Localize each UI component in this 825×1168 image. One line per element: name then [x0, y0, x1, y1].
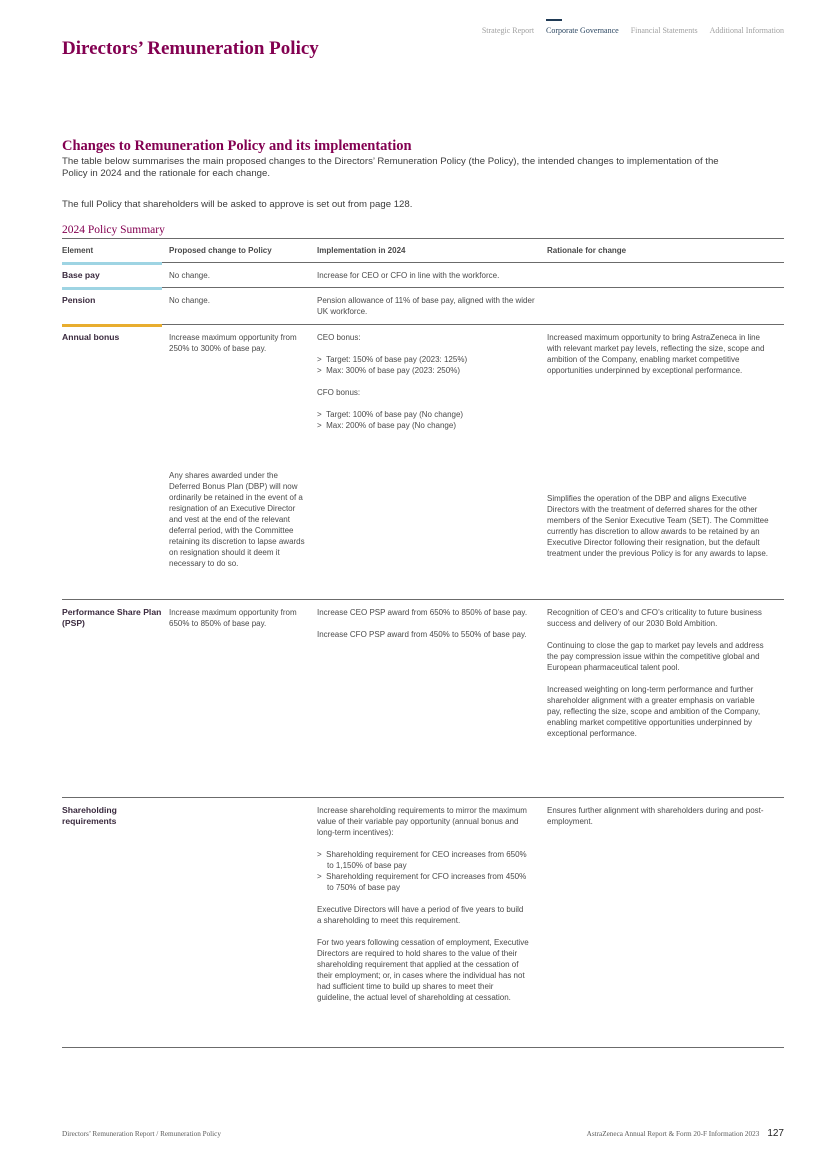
table-row-psp — [62, 600, 784, 798]
row-accent-bar — [62, 287, 162, 290]
table-row-shareholding — [62, 798, 784, 1048]
table-row-pension — [62, 288, 784, 325]
implementation-para: For two years following cessation of employment, Executive Directors are required to hold shares to the value of their shareholding requirement that applied at the cessation of their employment; or, in cases where the individual has not had sufficient time to build up shares to meet their guideline, the actual level of shareholding at cessation. — [317, 938, 529, 1002]
table-row-annual-bonus — [62, 325, 784, 600]
rationale — [547, 607, 769, 739]
cfo-bonus-label: CFO bonus: — [317, 388, 361, 397]
element-label: Annual bonus — [62, 332, 120, 342]
implementation-para: Increase CEO PSP award from 650% to 850% of base pay. — [317, 608, 528, 617]
list-item: > Target: 100% of base pay (No change) — [317, 409, 539, 420]
list-item: > Shareholding requirement for CFO increases from 450% to 750% of base pay — [317, 871, 529, 893]
cfo-bonus-list — [317, 409, 539, 431]
page-number: 127 — [767, 1128, 784, 1139]
rationale-para: Recognition of CEO’s and CFO’s criticality to future business success and delivery of our 2030 Bold Ambition. — [547, 608, 762, 628]
intro-paragraph-2: The full Policy that shareholders will be asked to approve is set out from page 128. — [62, 199, 413, 210]
implementation — [317, 607, 532, 640]
table-caption: 2024 Policy Summary — [62, 224, 165, 236]
nav-additional-information[interactable]: Additional Information — [709, 26, 784, 35]
nav-corporate-governance[interactable]: Corporate Governance — [546, 26, 619, 35]
list-item: > Target: 150% of base pay (2023: 125%) — [317, 354, 539, 365]
rationale-para: Increased weighting on long-term performance and further shareholder alignment with a greater emphasis on variable pay, reflecting the size, scope and ambition of the Company, enabling market competitive opportunities underpinned by exceptional performance. — [547, 685, 761, 738]
list-item: > Shareholding requirement for CEO increases from 650% to 1,150% of base pay — [317, 849, 529, 871]
proposed-change: No change. — [169, 271, 210, 280]
element-label: Shareholding requirements — [62, 805, 117, 826]
nav-financial-statements[interactable]: Financial Statements — [630, 26, 698, 35]
footer-breadcrumb: Directors’ Remuneration Report / Remuneration Policy — [62, 1130, 221, 1138]
rationale-para: Continuing to close the gap to market pay levels and address the pay compression issue within the competitive global and European pharmaceutical talent pool. — [547, 641, 764, 672]
implementation: Pension allowance of 11% of base pay, aligned with the wider UK workforce. — [317, 296, 535, 316]
row-accent-bar — [62, 324, 162, 327]
ceo-bonus-list — [317, 354, 539, 376]
header-rationale: Rationale for change — [547, 246, 627, 255]
proposed-change: Increase maximum opportunity from 250% to 300% of base pay. — [169, 333, 297, 353]
header-proposed-change: Proposed change to Policy — [169, 246, 272, 255]
element-label: Pension — [62, 295, 96, 305]
list-item: > Max: 300% of base pay (2023: 250%) — [317, 365, 539, 376]
section-title: Changes to Remuneration Policy and its implementation — [62, 138, 412, 154]
list-item: > Max: 200% of base pay (No change) — [317, 420, 539, 431]
table-header — [62, 239, 784, 263]
nav-strategic-report[interactable]: Strategic Report — [481, 26, 535, 35]
element-label: Performance Share Plan (PSP) — [62, 607, 162, 628]
row-accent-bar — [62, 262, 162, 265]
rationale: Ensures further alignment with shareholders during and post-employment. — [547, 806, 764, 826]
implementation — [317, 332, 539, 442]
proposed-change-2: Any shares awarded under the Deferred Bonus Plan (DBP) will now ordinarily be retained in the event of a resignation of an Executive Director and vest at the end of the relevant deferral period, with the Committee retaining its discretion to lapse awards on resignation should it deem it necessary to do so. — [169, 471, 305, 568]
implementation: Increase for CEO or CFO in line with the workforce. — [317, 271, 500, 280]
page-title: Directors’ Remuneration Policy — [62, 38, 319, 59]
header-implementation: Implementation in 2024 — [317, 246, 406, 255]
publication-title: AstraZeneca Annual Report & Form 20-F Information 2023 — [586, 1130, 760, 1138]
table-row-base-pay — [62, 263, 784, 288]
proposed-change: No change. — [169, 296, 210, 305]
intro-paragraph: The table below summarises the main proposed changes to the Directors’ Remuneration Policy (the Policy), the intended changes to implementation of the Policy in 2024 and the rationale for each change. — [62, 156, 719, 179]
element-label: Base pay — [62, 270, 100, 280]
shareholding-list — [317, 849, 529, 893]
implementation-para: Increase CFO PSP award from 450% to 550% of base pay. — [317, 630, 527, 639]
rationale: Increased maximum opportunity to bring AstraZeneca in line with relevant market pay levels, reflecting the size, scope and ambition of the Company, enabling market competitive opportunities underpinned by exceptional performance. — [547, 333, 765, 375]
implementation-para: Increase shareholding requirements to mirror the maximum value of their variable pay opportunity (annual bonus and long-term incentives): — [317, 806, 527, 837]
header-element: Element — [62, 246, 94, 255]
implementation — [317, 805, 529, 1003]
implementation-para: Executive Directors will have a period of five years to build a shareholding to meet this requirement. — [317, 905, 524, 925]
proposed-change: Increase maximum opportunity from 650% to 850% of base pay. — [169, 608, 297, 628]
ceo-bonus-label: CEO bonus: — [317, 333, 361, 342]
footer-publication — [587, 1128, 784, 1139]
top-navigation — [482, 26, 784, 35]
policy-summary-table — [62, 238, 784, 1048]
rationale-2: Simplifies the operation of the DBP and aligns Executive Directors with the treatment of deferred shares for the other members of the Senior Executive Team (SET). The Committee currently has discretion to allow awards to be retained by an Executive Director following their resignation, but the default treatment under the previous Policy is for any awards to lapse. — [547, 494, 769, 558]
